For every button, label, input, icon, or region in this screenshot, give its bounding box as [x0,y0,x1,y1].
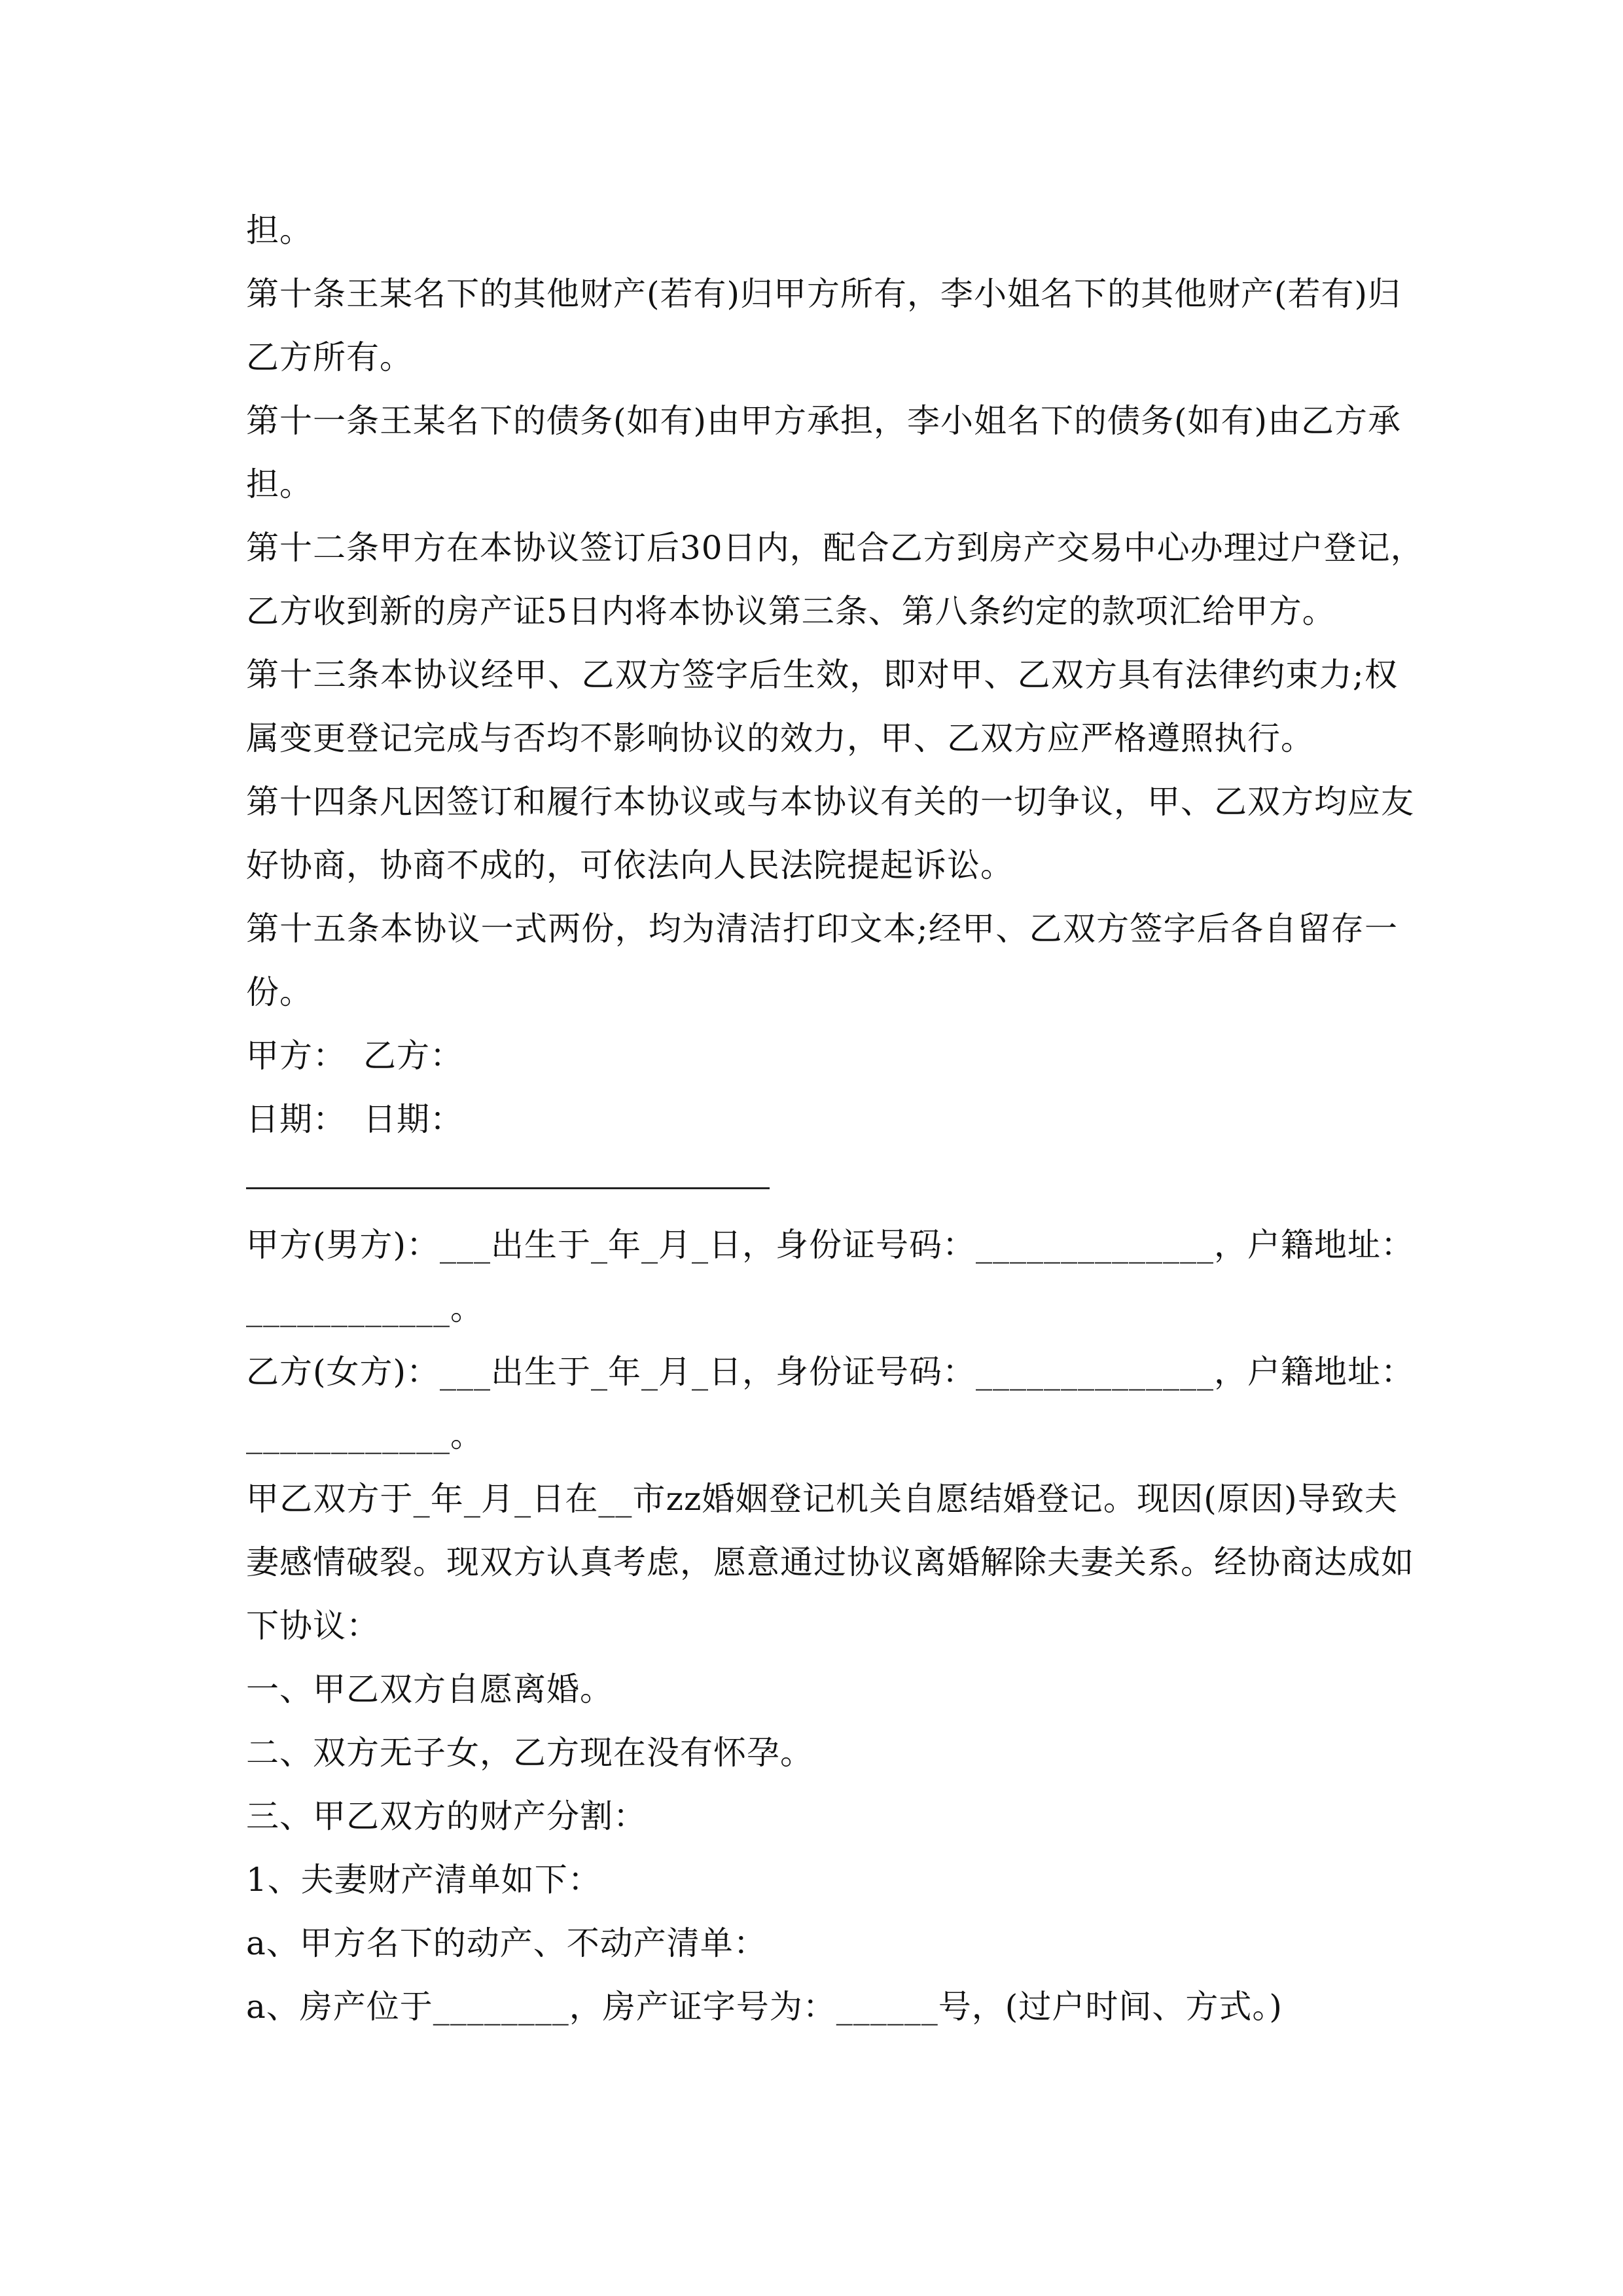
section-divider [246,1187,770,1189]
text-line: ____________。 [246,1289,484,1327]
text-line: 属变更登记完成与否均不影响协议的效力，甲、乙双方应严格遵照执行。 [246,719,1314,757]
text-line: 第十一条王某名下的债务(如有)由甲方承担，李小姐名下的债务(如有)由乙方承 [246,402,1402,440]
text-line: 三、甲乙双方的财产分割： [246,1797,647,1835]
text-line: 好协商，协商不成的，可依法向人民法院提起诉讼。 [246,846,1014,884]
text-line: 第十条王某名下的其他财产(若有)归甲方所有，李小姐名下的其他财产(若有)归 [246,275,1402,313]
signature-line: 甲方： 乙方： [246,1037,463,1075]
text-line: 一、甲乙双方自愿离婚。 [246,1670,613,1708]
text-line: 第十二条甲方在本协议签订后30日内，配合乙方到房产交易中心办理过户登记， [246,529,1424,567]
text-line: 担。 [246,465,313,503]
text-line: 担。 [246,211,313,249]
text-line: 二、双方无子女，乙方现在没有怀孕。 [246,1734,813,1772]
text-line: 乙方所有。 [246,338,413,376]
text-line: 第十三条本协议经甲、乙双方签字后生效，即对甲、乙双方具有法律约束力;权 [246,656,1398,694]
text-line: ____________。 [246,1416,484,1454]
text-line: 下协议： [246,1607,380,1645]
text-line: 第十四条凡因签订和履行本协议或与本协议有关的一切争议，甲、乙双方均应友 [246,783,1414,821]
text-line: 甲乙双方于_年_月_日在__市zz婚姻登记机关自愿结婚登记。现因(原因)导致夫 [246,1480,1398,1518]
document-body [246,199,1424,2039]
text-line: 份。 [246,973,313,1011]
text-line: 甲方(男方)：___出生于_年_月_日，身份证号码：______________，户籍地址： [246,1226,1415,1264]
text-line: 乙方(女方)：___出生于_年_月_日，身份证号码：______________，户籍地址： [246,1353,1415,1391]
text-line: 妻感情破裂。现双方认真考虑，愿意通过协议离婚解除夫妻关系。经协商达成如 [246,1543,1414,1581]
text-line: a、甲方名下的动产、不动产清单： [246,1924,767,1962]
text-line: a、房产位于________，房产证字号为：______号，(过户时间、方式。) [246,1988,1283,2026]
text-line: 乙方收到新的房产证5日内将本协议第三条、第八条约定的款项汇给甲方。 [246,592,1336,630]
date-line: 日期： 日期： [246,1100,463,1138]
text-line: 1、夫妻财产清单如下： [246,1861,601,1899]
text-line: 第十五条本协议一式两份，均为清洁打印文本;经甲、乙双方签字后各自留存一 [246,910,1398,948]
